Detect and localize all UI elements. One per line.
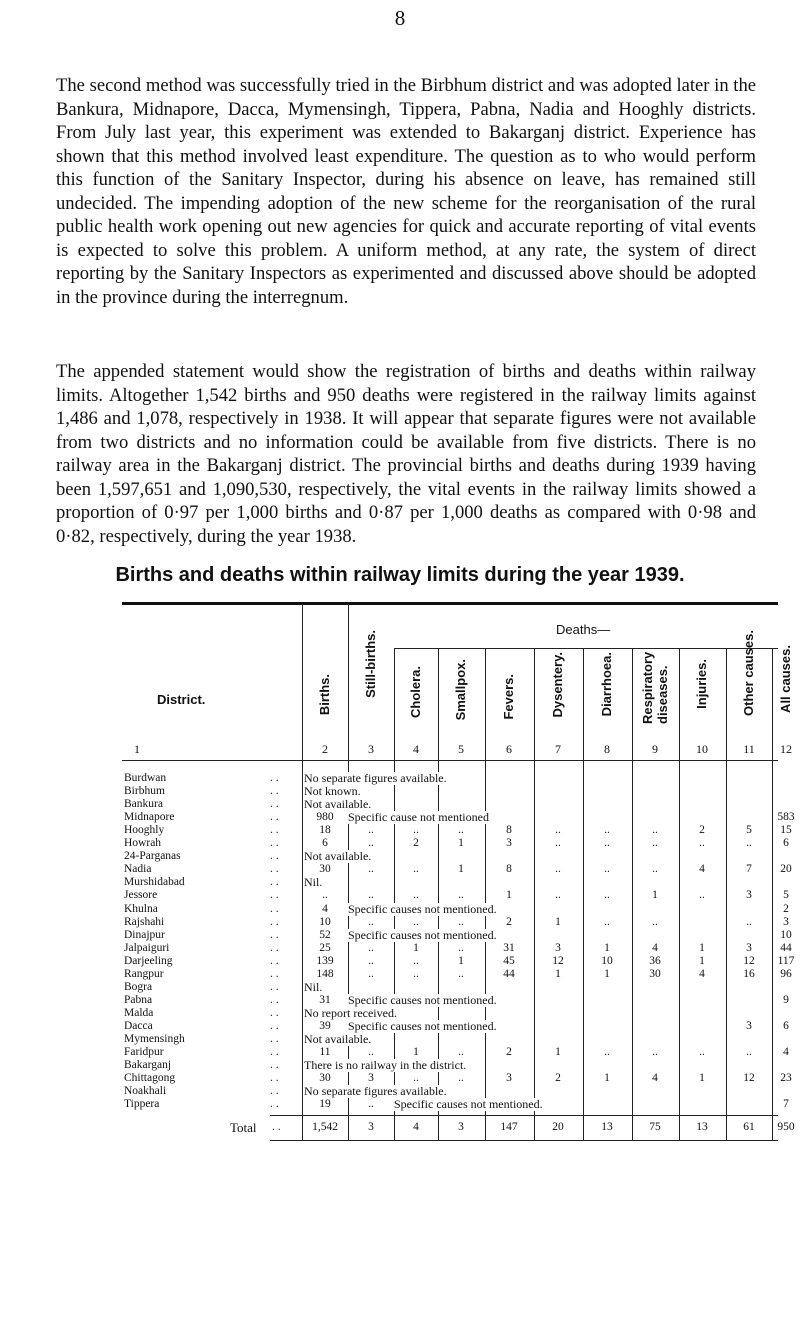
table-cell: .. — [604, 1046, 610, 1059]
column-number: 11 — [743, 742, 755, 756]
table-cell: 4 — [652, 941, 658, 954]
district-name: Tippera — [124, 1098, 160, 1111]
table-cell: .. — [604, 863, 610, 876]
table-cell: 30 — [319, 863, 331, 876]
table-cell: .. — [413, 915, 419, 928]
table-cell: .. — [413, 954, 419, 967]
table-cell: 31 — [319, 993, 331, 1006]
row-note: No report received. — [304, 1005, 397, 1020]
table-cell: .. — [368, 954, 374, 967]
table-cell: 36 — [649, 954, 661, 967]
deaths-header: Deaths— — [556, 622, 611, 637]
column-header: Still-births. — [363, 630, 378, 699]
table-cell: 148 — [316, 967, 334, 980]
leader-dots: . . — [270, 1046, 279, 1059]
total-cell: 3 — [458, 1121, 464, 1133]
table-cell: .. — [652, 837, 658, 850]
table-cell: .. — [368, 967, 374, 980]
column-rule — [726, 648, 727, 1140]
district-name: Dacca — [124, 1019, 153, 1032]
table-cell: 3 — [506, 837, 512, 850]
district-name: Khulna — [124, 902, 158, 915]
table-cell: 1 — [604, 967, 610, 980]
total-cell: 1,542 — [312, 1121, 338, 1133]
table-cell: 30 — [649, 967, 661, 980]
leader-dots: . . — [270, 1059, 279, 1072]
table-cell: 1 — [699, 941, 705, 954]
leader-dots: . . — [270, 837, 279, 850]
table-cell: .. — [652, 824, 658, 837]
row-note: No separate figures available. — [304, 1084, 447, 1099]
district-name: Rangpur — [124, 967, 164, 980]
leader-dots: . . — [270, 824, 279, 837]
district-name: Darjeeling — [124, 954, 173, 967]
table-cell: .. — [368, 889, 374, 902]
table-cell: 8 — [506, 863, 512, 876]
table-cell: .. — [368, 837, 374, 850]
leader-dots: . . — [270, 798, 279, 811]
column-header: Births. — [317, 673, 332, 715]
column-number: 2 — [322, 742, 328, 756]
row-note: Specific causes not mentioned. — [348, 927, 497, 942]
total-cell: 20 — [552, 1121, 564, 1133]
table-cell: 30 — [319, 1072, 331, 1085]
district-name: Hooghly — [124, 824, 165, 837]
table-cell: 5 — [783, 889, 789, 902]
district-name: Howrah — [124, 837, 162, 850]
column-number: 4 — [413, 742, 419, 756]
table-cell: 3 — [368, 1072, 374, 1085]
table-cell: 1 — [604, 941, 610, 954]
table-cell: .. — [322, 889, 328, 902]
table-cell: 3 — [555, 941, 561, 954]
header-rule — [122, 760, 778, 761]
table-cell: 10 — [319, 915, 331, 928]
table-cell: 1 — [458, 837, 464, 850]
table-cell: 45 — [503, 954, 515, 967]
leader-dots: . . — [270, 876, 279, 889]
district-name: Faridpur — [124, 1046, 164, 1059]
leader-dots: . . — [270, 889, 279, 902]
table-cell: .. — [368, 915, 374, 928]
table-cell: 3 — [746, 941, 752, 954]
district-name: Jessore — [124, 889, 158, 902]
table-cell: 9 — [783, 993, 789, 1006]
leader-dots: . . — [272, 1121, 281, 1133]
leader-dots: . . — [270, 915, 279, 928]
column-number: 12 — [780, 742, 792, 756]
table-cell: .. — [746, 837, 752, 850]
table-cell: 6 — [322, 837, 328, 850]
table-cell: 15 — [780, 824, 792, 837]
paragraph-2: The appended statement would show the registration of births and deaths within railway limits. Altogether 1,542 births and 950 deaths were registered in the railway limits against 1,486 and 1,078, respectively in 1938. It will appear that separate figures were not available from two districts and no information could be available from five districts. There is no railway area in the Bakarganj district. The provincial births and deaths during 1939 having been 1,597,651 and 1,090,530, respectively, the vital events in the railway limits showed a proportion of 0·97 per 1,000 births and 0·87 per 1,000 deaths as compared with 0·98 and 0·82, respectively, during the year 1938. — [56, 361, 756, 547]
table-cell: 4 — [699, 967, 705, 980]
table-cell: .. — [368, 941, 374, 954]
table-cell: .. — [746, 1046, 752, 1059]
table-cell: .. — [604, 889, 610, 902]
row-note: Nil. — [304, 979, 323, 994]
table-cell: 2 — [699, 824, 705, 837]
leader-dots: . . — [270, 941, 279, 954]
table-cell: .. — [699, 889, 705, 902]
table-cell: 2 — [413, 837, 419, 850]
column-header: Injuries. — [694, 659, 709, 710]
table-cell: 8 — [506, 824, 512, 837]
total-cell: 950 — [777, 1121, 795, 1133]
table-cell: 39 — [319, 1019, 331, 1032]
column-rule — [485, 648, 486, 1140]
table-cell: 10 — [601, 954, 613, 967]
table-cell: .. — [555, 837, 561, 850]
leader-dots: . . — [270, 1033, 279, 1045]
district-name: Pabna — [124, 993, 153, 1006]
table-cell: 1 — [555, 1046, 561, 1059]
table-cell: 1 — [604, 1072, 610, 1085]
district-name: Burdwan — [124, 772, 167, 784]
table-cell: 10 — [780, 928, 792, 941]
table-cell: .. — [604, 837, 610, 850]
row-note: Specific causes not mentioned. — [348, 992, 497, 1007]
total-cell: 61 — [743, 1121, 755, 1133]
table-cell: .. — [699, 1046, 705, 1059]
table-cell: .. — [458, 941, 464, 954]
table-title: Births and deaths within railway limits during the year 1939. — [115, 564, 685, 586]
table-cell: .. — [458, 889, 464, 902]
leader-dots: . . — [270, 980, 279, 993]
column-header: Other causes. — [741, 630, 756, 717]
district-name: Rajshahi — [124, 915, 165, 928]
leader-dots: . . — [270, 850, 279, 863]
table-cell: .. — [368, 1098, 374, 1111]
table-cell: .. — [368, 1046, 374, 1059]
district-name: Dinajpur — [124, 928, 165, 941]
table-cell: 12 — [552, 954, 564, 967]
table-cell: .. — [699, 837, 705, 850]
table-cell: 2 — [506, 1046, 512, 1059]
leader-dots: . . — [270, 772, 279, 784]
column-header: Dysentery. — [550, 652, 565, 718]
district-name: Malda — [124, 1006, 154, 1019]
table-cell: 44 — [780, 941, 792, 954]
total-rule — [270, 1115, 778, 1116]
table-cell: 31 — [503, 941, 515, 954]
leader-dots: . . — [270, 928, 279, 941]
leader-dots: . . — [270, 902, 279, 915]
table-cell: 5 — [746, 824, 752, 837]
leader-dots: . . — [270, 967, 279, 980]
total-cell: 75 — [649, 1121, 661, 1133]
row-note: There is no railway in the district. — [304, 1058, 467, 1073]
column-number: 3 — [368, 742, 374, 756]
table-cell: .. — [604, 915, 610, 928]
table-cell: 1 — [506, 889, 512, 902]
district-name: Mymensingh — [124, 1033, 185, 1045]
table-cell: 6 — [783, 1019, 789, 1032]
table-cell: 3 — [506, 1072, 512, 1085]
table-cell: 44 — [503, 967, 515, 980]
table-cell: 583 — [777, 811, 795, 824]
column-number: 7 — [555, 742, 561, 756]
column-header: Smallpox. — [453, 659, 468, 721]
total-cell: 13 — [696, 1121, 708, 1133]
total-bottom-rule — [270, 1140, 778, 1141]
table-cell: .. — [555, 824, 561, 837]
table-cell: 1 — [458, 954, 464, 967]
table-cell: 20 — [780, 863, 792, 876]
row-note: Nil. — [304, 875, 323, 890]
district-name: Murshidabad — [124, 876, 185, 889]
table-cell: .. — [555, 889, 561, 902]
deaths-header-rule — [394, 648, 778, 649]
table-cell: 18 — [319, 824, 331, 837]
column-number: 5 — [458, 742, 464, 756]
table-cell: .. — [368, 824, 374, 837]
column-number: 10 — [696, 742, 708, 756]
column-rule — [583, 648, 584, 1140]
table-cell: 2 — [506, 915, 512, 928]
table-cell: 1 — [458, 863, 464, 876]
table-cell: 3 — [746, 889, 752, 902]
district-name: Birbhum — [124, 785, 165, 798]
table-cell: .. — [746, 915, 752, 928]
district-name: Chittagong — [124, 1072, 176, 1085]
table-cell: 117 — [777, 954, 795, 967]
table-cell: 3 — [746, 1019, 752, 1032]
column-rule — [632, 648, 633, 1140]
column-rule — [679, 648, 680, 1140]
total-cell: 147 — [500, 1121, 518, 1133]
row-note: Not known. — [304, 784, 361, 799]
table-cell: 4 — [322, 902, 328, 915]
column-header: Cholera. — [408, 666, 423, 719]
leader-dots: . . — [270, 785, 279, 798]
leader-dots: . . — [270, 993, 279, 1006]
table-cell: .. — [413, 967, 419, 980]
total-label: Total — [230, 1120, 257, 1135]
district-name: Noakhali — [124, 1085, 167, 1098]
table-cell: 2 — [783, 902, 789, 915]
table-cell: .. — [458, 824, 464, 837]
total-cell: 13 — [601, 1121, 613, 1133]
leader-dots: . . — [270, 954, 279, 967]
table-cell: .. — [652, 863, 658, 876]
table-cell: .. — [458, 1072, 464, 1085]
district-name: Bogra — [124, 980, 153, 993]
table-cell: 7 — [746, 863, 752, 876]
table-cell: .. — [652, 915, 658, 928]
table-cell: 25 — [319, 941, 331, 954]
column-number: 6 — [506, 742, 512, 756]
leader-dots: . . — [270, 811, 279, 824]
row-note: Not available. — [304, 849, 372, 864]
district-name: 24-Parganas — [124, 850, 181, 863]
leader-dots: . . — [270, 1085, 279, 1098]
row-note: Specific causes not mentioned. — [348, 1018, 497, 1033]
district-name: Jalpaiguri — [124, 941, 170, 954]
column-number: 8 — [604, 742, 610, 756]
table-cell: 2 — [555, 1072, 561, 1085]
column-number: 9 — [652, 742, 658, 756]
table-cell: .. — [413, 889, 419, 902]
paragraph-1: The second method was successfully tried in the Birbhum district and was adopted later in the Bankura, Midnapore, Dacca, Mymensingh, Tippera, Pabna, Nadia and Hooghly districts. From July last year, this experiment was extended to Bakarganj district. Experience has shown that this method involved least expenditure. The question as to who would perform this function of the Sanitary Inspector, during his absence on leave, has remained still undecided. The impending adoption of the new scheme for the reorganisation of the rural public health work opening out new agencies for quick and accurate reporting of vital events is expected to solve this problem. A uniform method, at any rate, the system of direct reporting by the Sanitary Inspectors as experimented and discussed above should be adopted in the province during the interregnum. — [56, 75, 756, 308]
table-cell: 1 — [699, 954, 705, 967]
column-rule — [534, 648, 535, 1140]
district-name: Nadia — [124, 863, 152, 876]
leader-dots: . . — [270, 863, 279, 876]
table-cell: 1 — [555, 967, 561, 980]
district-column-header: District. — [157, 692, 206, 707]
table-cell: 7 — [783, 1098, 789, 1111]
leader-dots: . . — [270, 1019, 279, 1032]
column-rule — [302, 604, 303, 1140]
row-note: No separate figures available. — [304, 771, 447, 785]
total-cell: 3 — [368, 1121, 374, 1133]
table-cell: 980 — [316, 811, 334, 824]
table-cell: 11 — [319, 1046, 331, 1059]
table-cell: 3 — [783, 915, 789, 928]
table-cell: 1 — [555, 915, 561, 928]
table-cell: 1 — [413, 1046, 419, 1059]
table-cell: 12 — [743, 954, 755, 967]
table-cell: 96 — [780, 967, 792, 980]
row-note: Specific cause not mentioned — [348, 810, 489, 825]
table-cell: .. — [458, 1046, 464, 1059]
table-cell: 12 — [743, 1072, 755, 1085]
table-cell: .. — [555, 863, 561, 876]
district-name: Bankura — [124, 798, 163, 811]
column-header: Respiratory diseases. — [640, 651, 670, 724]
total-cell: 4 — [413, 1121, 419, 1133]
table-cell: 139 — [316, 954, 334, 967]
table-cell: .. — [458, 967, 464, 980]
table-cell: 1 — [413, 941, 419, 954]
row-note: Not available. — [304, 797, 372, 812]
column-header: Fevers. — [501, 673, 516, 720]
column-header: All causes. — [778, 644, 793, 713]
column-header: Diarrhoea. — [599, 652, 614, 717]
table-cell: 4 — [652, 1072, 658, 1085]
table-cell: .. — [413, 863, 419, 876]
table-cell: 4 — [699, 863, 705, 876]
table-cell: .. — [604, 824, 610, 837]
table-cell: .. — [368, 863, 374, 876]
leader-dots: . . — [270, 1072, 279, 1085]
table-cell: 1 — [652, 889, 658, 902]
leader-dots: . . — [270, 1006, 279, 1019]
page-number: 8 — [394, 6, 406, 30]
district-name: Midnapore — [124, 811, 175, 824]
leader-dots: . . — [270, 1098, 279, 1111]
table-cell: .. — [413, 1072, 419, 1085]
column-number: 1 — [134, 742, 140, 756]
table-cell: 19 — [319, 1098, 331, 1111]
district-name: Bakarganj — [124, 1059, 172, 1072]
row-note: Specific causes not mentioned. — [348, 901, 497, 916]
table-cell: 1 — [699, 1072, 705, 1085]
table-cell: 16 — [743, 967, 755, 980]
table-cell: .. — [458, 915, 464, 928]
table-cell: .. — [413, 824, 419, 837]
table-cell: 52 — [319, 928, 331, 941]
row-note: Specific causes not mentioned. — [394, 1097, 543, 1112]
table-cell: 6 — [783, 837, 789, 850]
table-cell: 4 — [783, 1046, 789, 1059]
table-cell: .. — [652, 1046, 658, 1059]
row-note: Not available. — [304, 1032, 372, 1046]
table-cell: 23 — [780, 1072, 792, 1085]
